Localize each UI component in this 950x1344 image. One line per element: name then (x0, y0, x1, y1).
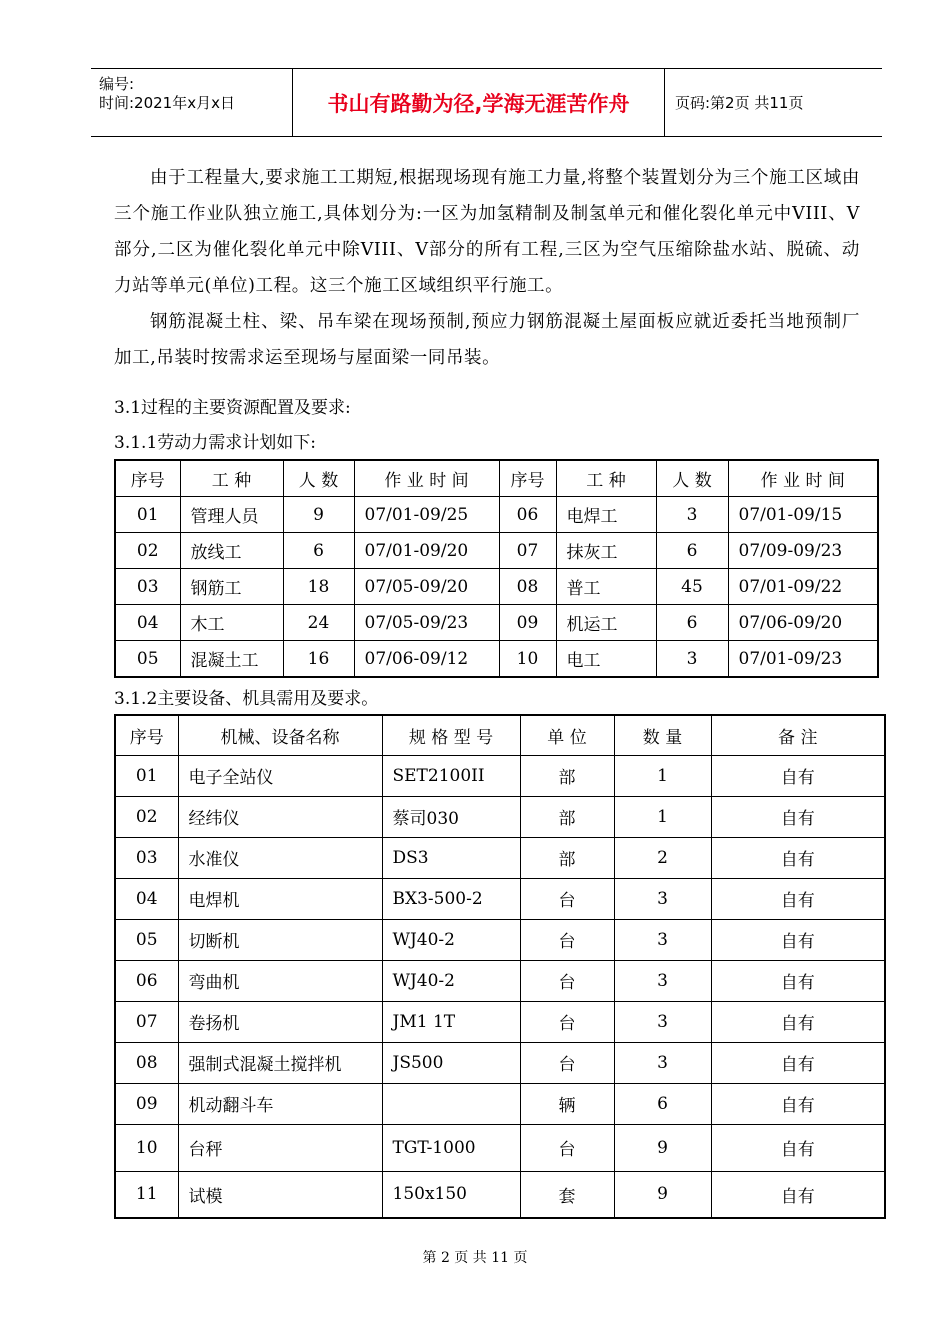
labor-table-cell: 07/09-09/23 (728, 533, 878, 569)
equipment-table (114, 714, 886, 1219)
labor-table-cell: 3 (656, 497, 728, 533)
header-meta (91, 69, 293, 136)
equipment-table-cell: 05 (115, 919, 178, 960)
equipment-table-cell: 02 (115, 796, 178, 837)
labor-table-cell: 09 (499, 605, 556, 641)
labor-table-cell: 07 (499, 533, 556, 569)
labor-table-cell: 普工 (556, 569, 656, 605)
equipment-table-cell: 台 (520, 960, 614, 1001)
equipment-table-cell: 切断机 (178, 919, 382, 960)
page-footer: 第 2 页 共 11 页 (422, 1250, 528, 1266)
table-row (115, 1124, 885, 1171)
labor-table-cell: 6 (656, 533, 728, 569)
equipment-table-header-cell: 序号 (115, 715, 178, 755)
equipment-table-cell: 自有 (711, 1042, 885, 1083)
labor-table-cell: 07/06-09/12 (354, 641, 499, 678)
table-row (115, 641, 878, 678)
labor-table-header-cell: 序号 (499, 460, 556, 497)
equipment-table-cell: 水准仪 (178, 837, 382, 878)
equipment-table-header-row (115, 715, 885, 755)
equipment-table-header-cell: 数 量 (614, 715, 711, 755)
labor-table-cell: 07/01-09/20 (354, 533, 499, 569)
equipment-table-cell: 3 (614, 960, 711, 1001)
paragraph-2: 钢筋混凝土柱、梁、吊车梁在现场预制,预应力钢筋混凝土屋面板应就近委托当地预制厂加工,吊装时按需求运至现场与屋面梁一同吊装。 (114, 312, 860, 368)
equipment-table-cell: 150x150 (382, 1171, 520, 1218)
body-text (114, 160, 860, 376)
equipment-table-cell: 自有 (711, 919, 885, 960)
table-row (115, 605, 878, 641)
equipment-table-cell: 1 (614, 755, 711, 796)
equipment-table-cell: 台 (520, 919, 614, 960)
equipment-table-header-cell: 规 格 型 号 (382, 715, 520, 755)
equipment-table-cell: 台 (520, 1001, 614, 1042)
labor-table-header-cell: 工 种 (180, 460, 283, 497)
equipment-table-cell: 部 (520, 837, 614, 878)
equipment-table-cell: 机动翻斗车 (178, 1083, 382, 1124)
equipment-table-cell: 3 (614, 1042, 711, 1083)
equipment-table-cell: 自有 (711, 837, 885, 878)
table-row (115, 1001, 885, 1042)
labor-table-header-cell: 作 业 时 间 (728, 460, 878, 497)
equipment-table-cell: JS500 (382, 1042, 520, 1083)
table-row (115, 755, 885, 796)
labor-table-cell: 电焊工 (556, 497, 656, 533)
equipment-table-cell: DS3 (382, 837, 520, 878)
table-row (115, 960, 885, 1001)
equipment-table-cell: 1 (614, 796, 711, 837)
labor-table-cell: 07/05-09/20 (354, 569, 499, 605)
equipment-table-cell: 03 (115, 837, 178, 878)
labor-table-cell: 07/06-09/20 (728, 605, 878, 641)
equipment-table-cell: 3 (614, 878, 711, 919)
table-row (115, 919, 885, 960)
labor-table-header-cell: 序号 (115, 460, 180, 497)
equipment-table-cell: 电子全站仪 (178, 755, 382, 796)
labor-table-cell: 18 (283, 569, 354, 605)
labor-table-cell: 9 (283, 497, 354, 533)
equipment-table-cell: 04 (115, 878, 178, 919)
labor-table-cell: 04 (115, 605, 180, 641)
header-motto: 书山有路勤为径,学海无涯苦作舟 (293, 69, 665, 136)
equipment-table-cell (382, 1083, 520, 1124)
equipment-table-cell: 台 (520, 1042, 614, 1083)
equipment-table-cell: 部 (520, 755, 614, 796)
equipment-table-cell: 卷扬机 (178, 1001, 382, 1042)
equipment-table-cell: WJ40-2 (382, 960, 520, 1001)
labor-table-cell: 6 (656, 605, 728, 641)
equipment-table-cell: 强制式混凝土搅拌机 (178, 1042, 382, 1083)
table-row (115, 569, 878, 605)
labor-table-header-row (115, 460, 878, 497)
equipment-table-cell: 台秤 (178, 1124, 382, 1171)
equipment-table-cell: BX3-500-2 (382, 878, 520, 919)
labor-plan-table (114, 459, 879, 678)
labor-table-header-cell: 工 种 (556, 460, 656, 497)
labor-table-cell: 机运工 (556, 605, 656, 641)
equipment-table-cell: 试模 (178, 1171, 382, 1218)
page-header (91, 68, 882, 137)
equipment-table-cell: 9 (614, 1124, 711, 1171)
labor-table-cell: 07/01-09/15 (728, 497, 878, 533)
labor-table-header-cell: 作 业 时 间 (354, 460, 499, 497)
labor-table-header-cell: 人 数 (283, 460, 354, 497)
labor-table-cell: 管理人员 (180, 497, 283, 533)
equipment-table-cell: TGT-1000 (382, 1124, 520, 1171)
equipment-table-cell: 经纬仪 (178, 796, 382, 837)
labor-table-cell: 05 (115, 641, 180, 678)
equipment-table-cell: 2 (614, 837, 711, 878)
labor-table-cell: 6 (283, 533, 354, 569)
equipment-table-cell: 自有 (711, 1001, 885, 1042)
equipment-table-header-cell: 机械、设备名称 (178, 715, 382, 755)
equipment-table-cell: 部 (520, 796, 614, 837)
equipment-table-cell: 06 (115, 960, 178, 1001)
table-row (115, 533, 878, 569)
equipment-table-cell: 08 (115, 1042, 178, 1083)
labor-table-cell: 电工 (556, 641, 656, 678)
equipment-table-cell: 自有 (711, 878, 885, 919)
labor-table-cell: 24 (283, 605, 354, 641)
table-row (115, 878, 885, 919)
labor-table-cell: 07/01-09/25 (354, 497, 499, 533)
equipment-table-cell: 自有 (711, 1124, 885, 1171)
labor-table-cell: 放线工 (180, 533, 283, 569)
labor-table-cell: 混凝土工 (180, 641, 283, 678)
equipment-table-cell: 11 (115, 1171, 178, 1218)
equipment-table-cell: 01 (115, 755, 178, 796)
labor-table-cell: 06 (499, 497, 556, 533)
equipment-table-cell: 自有 (711, 1171, 885, 1218)
labor-table-cell: 03 (115, 569, 180, 605)
labor-table-cell: 钢筋工 (180, 569, 283, 605)
labor-table-cell: 45 (656, 569, 728, 605)
labor-table-cell: 10 (499, 641, 556, 678)
labor-table-cell: 木工 (180, 605, 283, 641)
table-row (115, 1042, 885, 1083)
equipment-table-cell: 自有 (711, 755, 885, 796)
equipment-table-cell: 自有 (711, 1083, 885, 1124)
labor-table-header-cell: 人 数 (656, 460, 728, 497)
document-time-label: 时间:2021年x月x日 (99, 94, 235, 112)
header-page-info: 页码:第2页 共11页 (675, 94, 804, 112)
equipment-table-cell: 套 (520, 1171, 614, 1218)
table-row (115, 796, 885, 837)
equipment-table-cell: 台 (520, 878, 614, 919)
equipment-table-cell: JM1 1T (382, 1001, 520, 1042)
equipment-table-cell: SET2100II (382, 755, 520, 796)
paragraph-1: 由于工程量大,要求施工工期短,根据现场现有施工力量,将整个装置划分为三个施工区域由三个施工作业队独立施工,具体划分为:一区为加氢精制及制氢单元和催化裂化单元中VIII、V部分,二区为催化裂化单元中除VIII、V部分的所有工程,三区为空气压缩除盐水站、脱硫、动力站等单元(单位)工程。这三个施工区域组织平行施工。 (114, 168, 860, 296)
equipment-table-cell: 辆 (520, 1083, 614, 1124)
equipment-table-header-cell: 单 位 (520, 715, 614, 755)
equipment-table-cell: 6 (614, 1083, 711, 1124)
labor-table-cell: 3 (656, 641, 728, 678)
labor-table-cell: 01 (115, 497, 180, 533)
equipment-table-cell: 3 (614, 919, 711, 960)
equipment-table-cell: 自有 (711, 960, 885, 1001)
labor-table-cell: 抹灰工 (556, 533, 656, 569)
table-row (115, 497, 878, 533)
labor-table-cell: 07/05-09/23 (354, 605, 499, 641)
equipment-table-cell: WJ40-2 (382, 919, 520, 960)
table-row (115, 1171, 885, 1218)
labor-table-cell: 02 (115, 533, 180, 569)
equipment-table-cell: 弯曲机 (178, 960, 382, 1001)
equipment-table-cell: 台 (520, 1124, 614, 1171)
equipment-table-cell: 电焊机 (178, 878, 382, 919)
equipment-table-cell: 10 (115, 1124, 178, 1171)
section-3-1-1-heading: 3.1.1劳动力需求计划如下: (114, 433, 316, 453)
equipment-table-cell: 自有 (711, 796, 885, 837)
equipment-table-cell: 蔡司030 (382, 796, 520, 837)
document-number-label: 编号: (99, 75, 135, 93)
labor-table-cell: 07/01-09/22 (728, 569, 878, 605)
section-3-1-heading: 3.1过程的主要资源配置及要求: (114, 398, 351, 418)
equipment-table-cell: 07 (115, 1001, 178, 1042)
section-3-1-2-heading: 3.1.2主要设备、机具需用及要求。 (114, 689, 379, 709)
table-row (115, 837, 885, 878)
labor-table-cell: 08 (499, 569, 556, 605)
equipment-table-cell: 9 (614, 1171, 711, 1218)
labor-table-cell: 07/01-09/23 (728, 641, 878, 678)
equipment-table-header-cell: 备 注 (711, 715, 885, 755)
labor-table-cell: 16 (283, 641, 354, 678)
equipment-table-cell: 3 (614, 1001, 711, 1042)
equipment-table-cell: 09 (115, 1083, 178, 1124)
table-row (115, 1083, 885, 1124)
